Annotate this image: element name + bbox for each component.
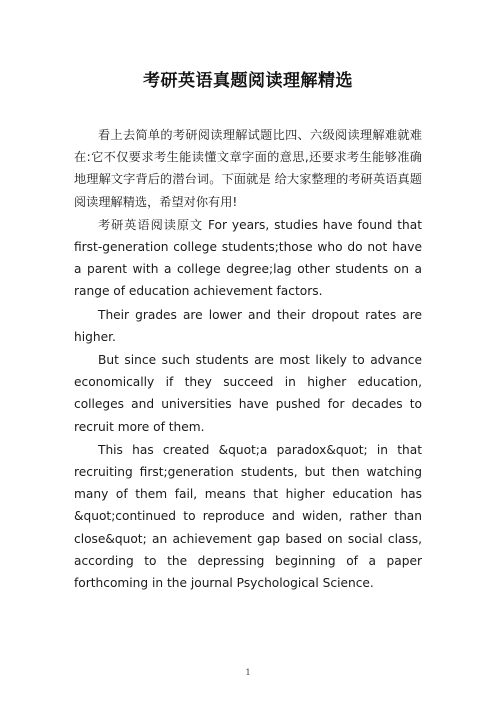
recruit-paragraph: But since such students are most likely to advance economically if they succeed in higher education, colleges and universities have pushed for decades to recruit more of them. xyxy=(74,353,422,434)
page-number: 1 xyxy=(245,668,251,677)
grades-paragraph: Their grades are lower and their dropout rates are higher. xyxy=(74,307,422,344)
page-title: 考研英语真题阅读理解精选 xyxy=(143,71,353,91)
article-body xyxy=(74,124,422,595)
paradox-paragraph: This has created &quot;a paradox&quot; in that recruiting first;generation students, but then watching many of them fail, means that higher education has &quot;continued to reproduce and widen, rather than close&quot; an achievement gap based on social class, according to the depressing beginning of a paper forthcoming in the journal Psychological Science. xyxy=(74,442,422,591)
intro-paragraph: 看上去简单的考研阅读理解试题比四、六级阅读理解难就难在:它不仅要求考生能读懂文章字面的意思,还要求考生能够准确地理解文字背后的潜台词。下面就是 给大家整理的考研英语真题阅读理解精选，希望对你有用! xyxy=(74,128,422,209)
source-text-paragraph: 考研英语阅读原文 For years, studies have found that first-generation college students;those who do not have a parent with a college degree;lag other students on a range of education achievement factors. xyxy=(74,217,422,299)
